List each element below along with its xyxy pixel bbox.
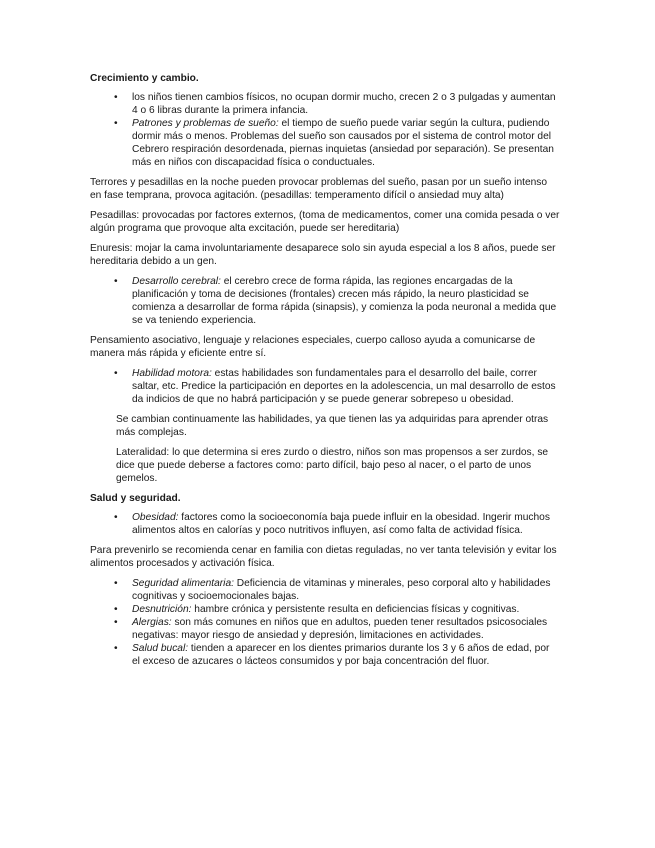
paragraph-terrores: Terrores y pesadillas en la noche pueden provocar problemas del sueño, pasan por un sueño intenso en fase temprana, provoca agitación. (pesadillas: temperamento difícil o ansiedad muy alta) bbox=[90, 177, 548, 201]
bullet-term: Patrones y problemas de sueño: bbox=[132, 118, 279, 129]
bullet-dot: • bbox=[114, 643, 118, 654]
bullet-dot: • bbox=[114, 118, 118, 129]
bullet-list-health bbox=[90, 577, 560, 668]
bullet-term: Desnutrición: bbox=[132, 604, 192, 615]
list-item bbox=[90, 616, 560, 642]
list-item bbox=[90, 577, 560, 603]
list-item bbox=[90, 642, 560, 668]
document-page bbox=[90, 72, 560, 675]
bullet-list-growth bbox=[90, 91, 560, 169]
list-item bbox=[90, 117, 560, 169]
bullet-dot: • bbox=[114, 512, 118, 523]
bullet-term: Seguridad alimentaria: bbox=[132, 578, 234, 589]
bullet-dot: • bbox=[114, 617, 118, 628]
bullet-text: el tiempo de sueño puede variar según la cultura, pudiendo dormir más o menos. Problemas del sueño son causados por el sistema de control motor del Cebrero respiración desordenada, piernas inquietas (ansiedad por separación). Se presentan más en niños con discapacidad física o conductuales. bbox=[132, 118, 554, 168]
bullet-text: factores como la socioeconomía baja puede influir en la obesidad. Ingerir muchos alimentos altos en calorías y poco nutritivos influyen, así como falta de actividad física. bbox=[132, 512, 550, 536]
bullet-text: el cerebro crece de forma rápida, las regiones encargadas de la planificación y toma de decisiones (frontales) crecen más rápido, la neuro plasticidad se comienza a desarrollar de forma rápida (sinapsis), y comienza la poda neuronal a medida que se va teniendo experiencia. bbox=[132, 276, 557, 326]
bullet-list-obesidad bbox=[90, 511, 560, 537]
paragraph-pensamiento: Pensamiento asociativo, lenguaje y relaciones especiales, cuerpo calloso ayuda a comunicarse de manera más rápida y eficiente entre sí. bbox=[90, 335, 536, 359]
bullet-term: Alergias: bbox=[132, 617, 172, 628]
bullet-text: los niños tienen cambios físicos, no ocupan dormir mucho, crecen 2 o 3 pulgadas y aumentan 4 o 6 libras durante la primera infancia. bbox=[132, 92, 556, 116]
bullet-text: estas habilidades son fundamentales para el desarrollo del baile, correr saltar, etc. Predice la participación en deportes en la adolescencia, un mal desarrollo de estos da indicios de que no habrá participación y se puede generar sobrepeso u obesidad. bbox=[132, 368, 556, 405]
bullet-list-motora bbox=[90, 367, 560, 406]
paragraph-lateralidad: Lateralidad: lo que determina si eres zurdo o diestro, niños son mas propensos a ser zurdos, se dice que puede deberse a factores como: parto difícil, bajo peso al nacer, o el parto de unos gemelos. bbox=[116, 447, 549, 484]
bullet-dot: • bbox=[114, 92, 118, 103]
section-heading-growth: Crecimiento y cambio. bbox=[90, 73, 199, 84]
bullet-text: tienden a aparecer en los dientes primarios durante los 3 y 6 años de edad, por el exceso de azucares o lácteos consumidos y por baja concentración del fluor. bbox=[132, 643, 550, 667]
bullet-term: Obesidad: bbox=[132, 512, 179, 523]
bullet-dot: • bbox=[114, 276, 118, 287]
list-item bbox=[90, 603, 560, 616]
bullet-dot: • bbox=[114, 368, 118, 379]
bullet-term: Desarrollo cerebral: bbox=[132, 276, 221, 287]
bullet-text: hambre crónica y persistente resulta en deficiencias físicas y cognitivas. bbox=[191, 604, 520, 615]
bullet-text: Deficiencia de vitaminas y minerales, peso corporal alto y habilidades cognitivas y socioemocionales bajas. bbox=[132, 578, 551, 602]
paragraph-enuresis: Enuresis: mojar la cama involuntariamente desaparece solo sin ayuda especial a los 8 años, puede ser hereditaria debido a un gen. bbox=[90, 243, 556, 267]
section-heading-health: Salud y seguridad. bbox=[90, 493, 181, 504]
bullet-text: son más comunes en niños que en adultos, pueden tener resultados psicosociales negativas: mayor riesgo de ansiedad y depresión, limitaciones en actividades. bbox=[132, 617, 548, 641]
paragraph-pesadillas: Pesadillas: provocadas por factores externos, (toma de medicamentos, comer una comida pesada o ver algún programa que provoque alta excitación, puede ser hereditaria) bbox=[90, 210, 560, 234]
bullet-list-cerebral bbox=[90, 275, 560, 327]
list-item bbox=[90, 511, 560, 537]
paragraph-prevenir: Para prevenirlo se recomienda cenar en familia con dietas reguladas, no ver tanta televisión y evitar los alimentos procesados y activación física. bbox=[90, 545, 557, 569]
bullet-term: Salud bucal: bbox=[132, 643, 189, 654]
bullet-dot: • bbox=[114, 578, 118, 589]
list-item bbox=[90, 367, 560, 406]
paragraph-habilidades: Se cambian continuamente las habilidades, ya que tienen las ya adquiridas para aprender otras más complejas. bbox=[116, 414, 549, 438]
bullet-term: Habilidad motora: bbox=[132, 368, 212, 379]
bullet-dot: • bbox=[114, 604, 118, 615]
list-item bbox=[90, 275, 560, 327]
list-item bbox=[90, 91, 560, 117]
